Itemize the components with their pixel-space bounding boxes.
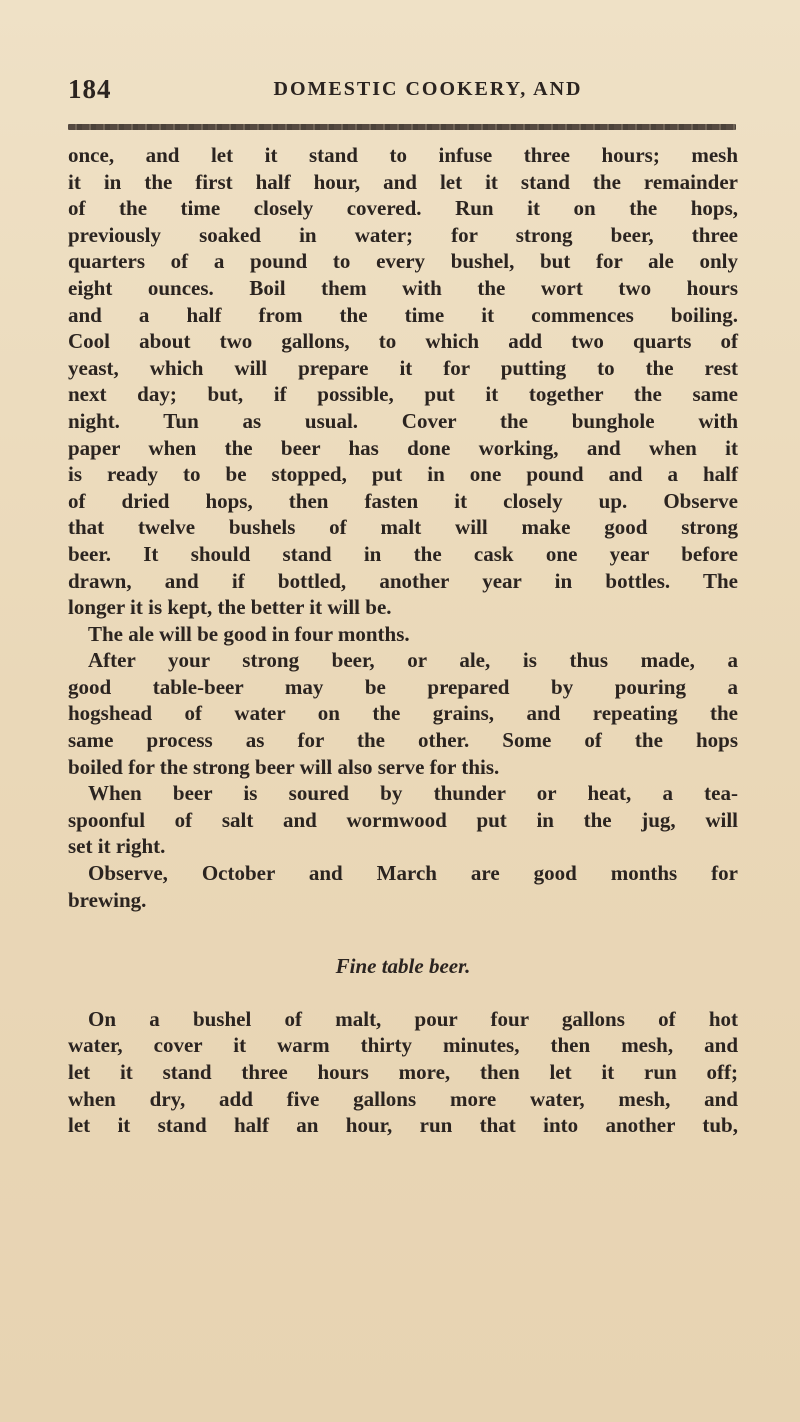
- header-rule: [68, 124, 736, 130]
- text-line: when dry, add five gallons more water, mesh, and: [68, 1086, 738, 1111]
- text-line: Observe, October and March are good months for: [88, 861, 738, 886]
- text-line: same process as for the other. Some of the hops: [68, 728, 738, 753]
- text-line: boiled for the strong beer will also serve for this.: [68, 754, 500, 779]
- text-line: drawn, and if bottled, another year in bottles. The: [68, 568, 738, 593]
- body-text: [68, 142, 738, 1139]
- text-line: On a bushel of malt, pour four gallons of hot: [88, 1006, 738, 1031]
- text-line: once, and let it stand to infuse three hours; mesh: [68, 143, 738, 167]
- text-line: next day; but, if possible, put it together the same: [68, 382, 738, 407]
- text-line: good table-beer may be prepared by pouring a: [68, 674, 738, 699]
- text-line: is ready to be stopped, put in one pound and a half: [68, 462, 738, 487]
- paragraph-3: [68, 647, 738, 780]
- text-line: of dried hops, then fasten it closely up. Observe: [68, 488, 738, 513]
- text-line: beer. It should stand in the cask one year before: [68, 541, 738, 566]
- text-line: Cool about two gallons, to which add two quarts of: [68, 329, 738, 354]
- paragraph-6: [68, 1006, 738, 1139]
- running-head: DOMESTIC COOKERY, AND: [273, 78, 583, 100]
- page-number: 184: [68, 74, 112, 104]
- text-line: let it stand half an hour, run that into another tub,: [68, 1113, 738, 1138]
- text-line: longer it is kept, the better it will be.: [68, 595, 392, 620]
- paragraph-2: [68, 621, 738, 648]
- text-line: The ale will be good in four months.: [88, 621, 410, 646]
- text-line: night. Tun as usual. Cover the bunghole with: [68, 408, 738, 433]
- text-line: of the time closely covered. Run it on the hops,: [68, 196, 738, 221]
- text-line: and a half from the time it commences boiling.: [68, 302, 738, 327]
- text-line: hogshead of water on the grains, and repeating the: [68, 701, 738, 726]
- text-line: previously soaked in water; for strong beer, three: [68, 222, 738, 247]
- text-line: brewing.: [68, 887, 147, 912]
- section-subheading: Fine table beer.: [335, 954, 471, 979]
- paragraph-1: [68, 142, 738, 621]
- text-line: paper when the beer has done working, and when it: [68, 435, 738, 460]
- text-line: set it right.: [68, 834, 166, 859]
- text-line: spoonful of salt and wormwood put in the jug, will: [68, 807, 738, 832]
- text-line: After your strong beer, or ale, is thus made, a: [88, 648, 738, 673]
- text-line: yeast, which will prepare it for putting to the rest: [68, 355, 738, 380]
- paragraph-4: [68, 780, 738, 860]
- text-line: When beer is soured by thunder or heat, a tea-: [88, 781, 738, 806]
- text-line: let it stand three hours more, then let it run off;: [68, 1060, 738, 1084]
- page-header: [0, 74, 800, 114]
- paragraph-5: [68, 860, 738, 913]
- text-line: it in the first half hour, and let it stand the remainder: [68, 169, 738, 194]
- text-line: quarters of a pound to every bushel, but for ale only: [68, 249, 738, 274]
- text-line: water, cover it warm thirty minutes, then mesh, and: [68, 1033, 738, 1058]
- text-line: that twelve bushels of malt will make good strong: [68, 515, 738, 540]
- text-line: eight ounces. Boil them with the wort two hours: [68, 275, 738, 300]
